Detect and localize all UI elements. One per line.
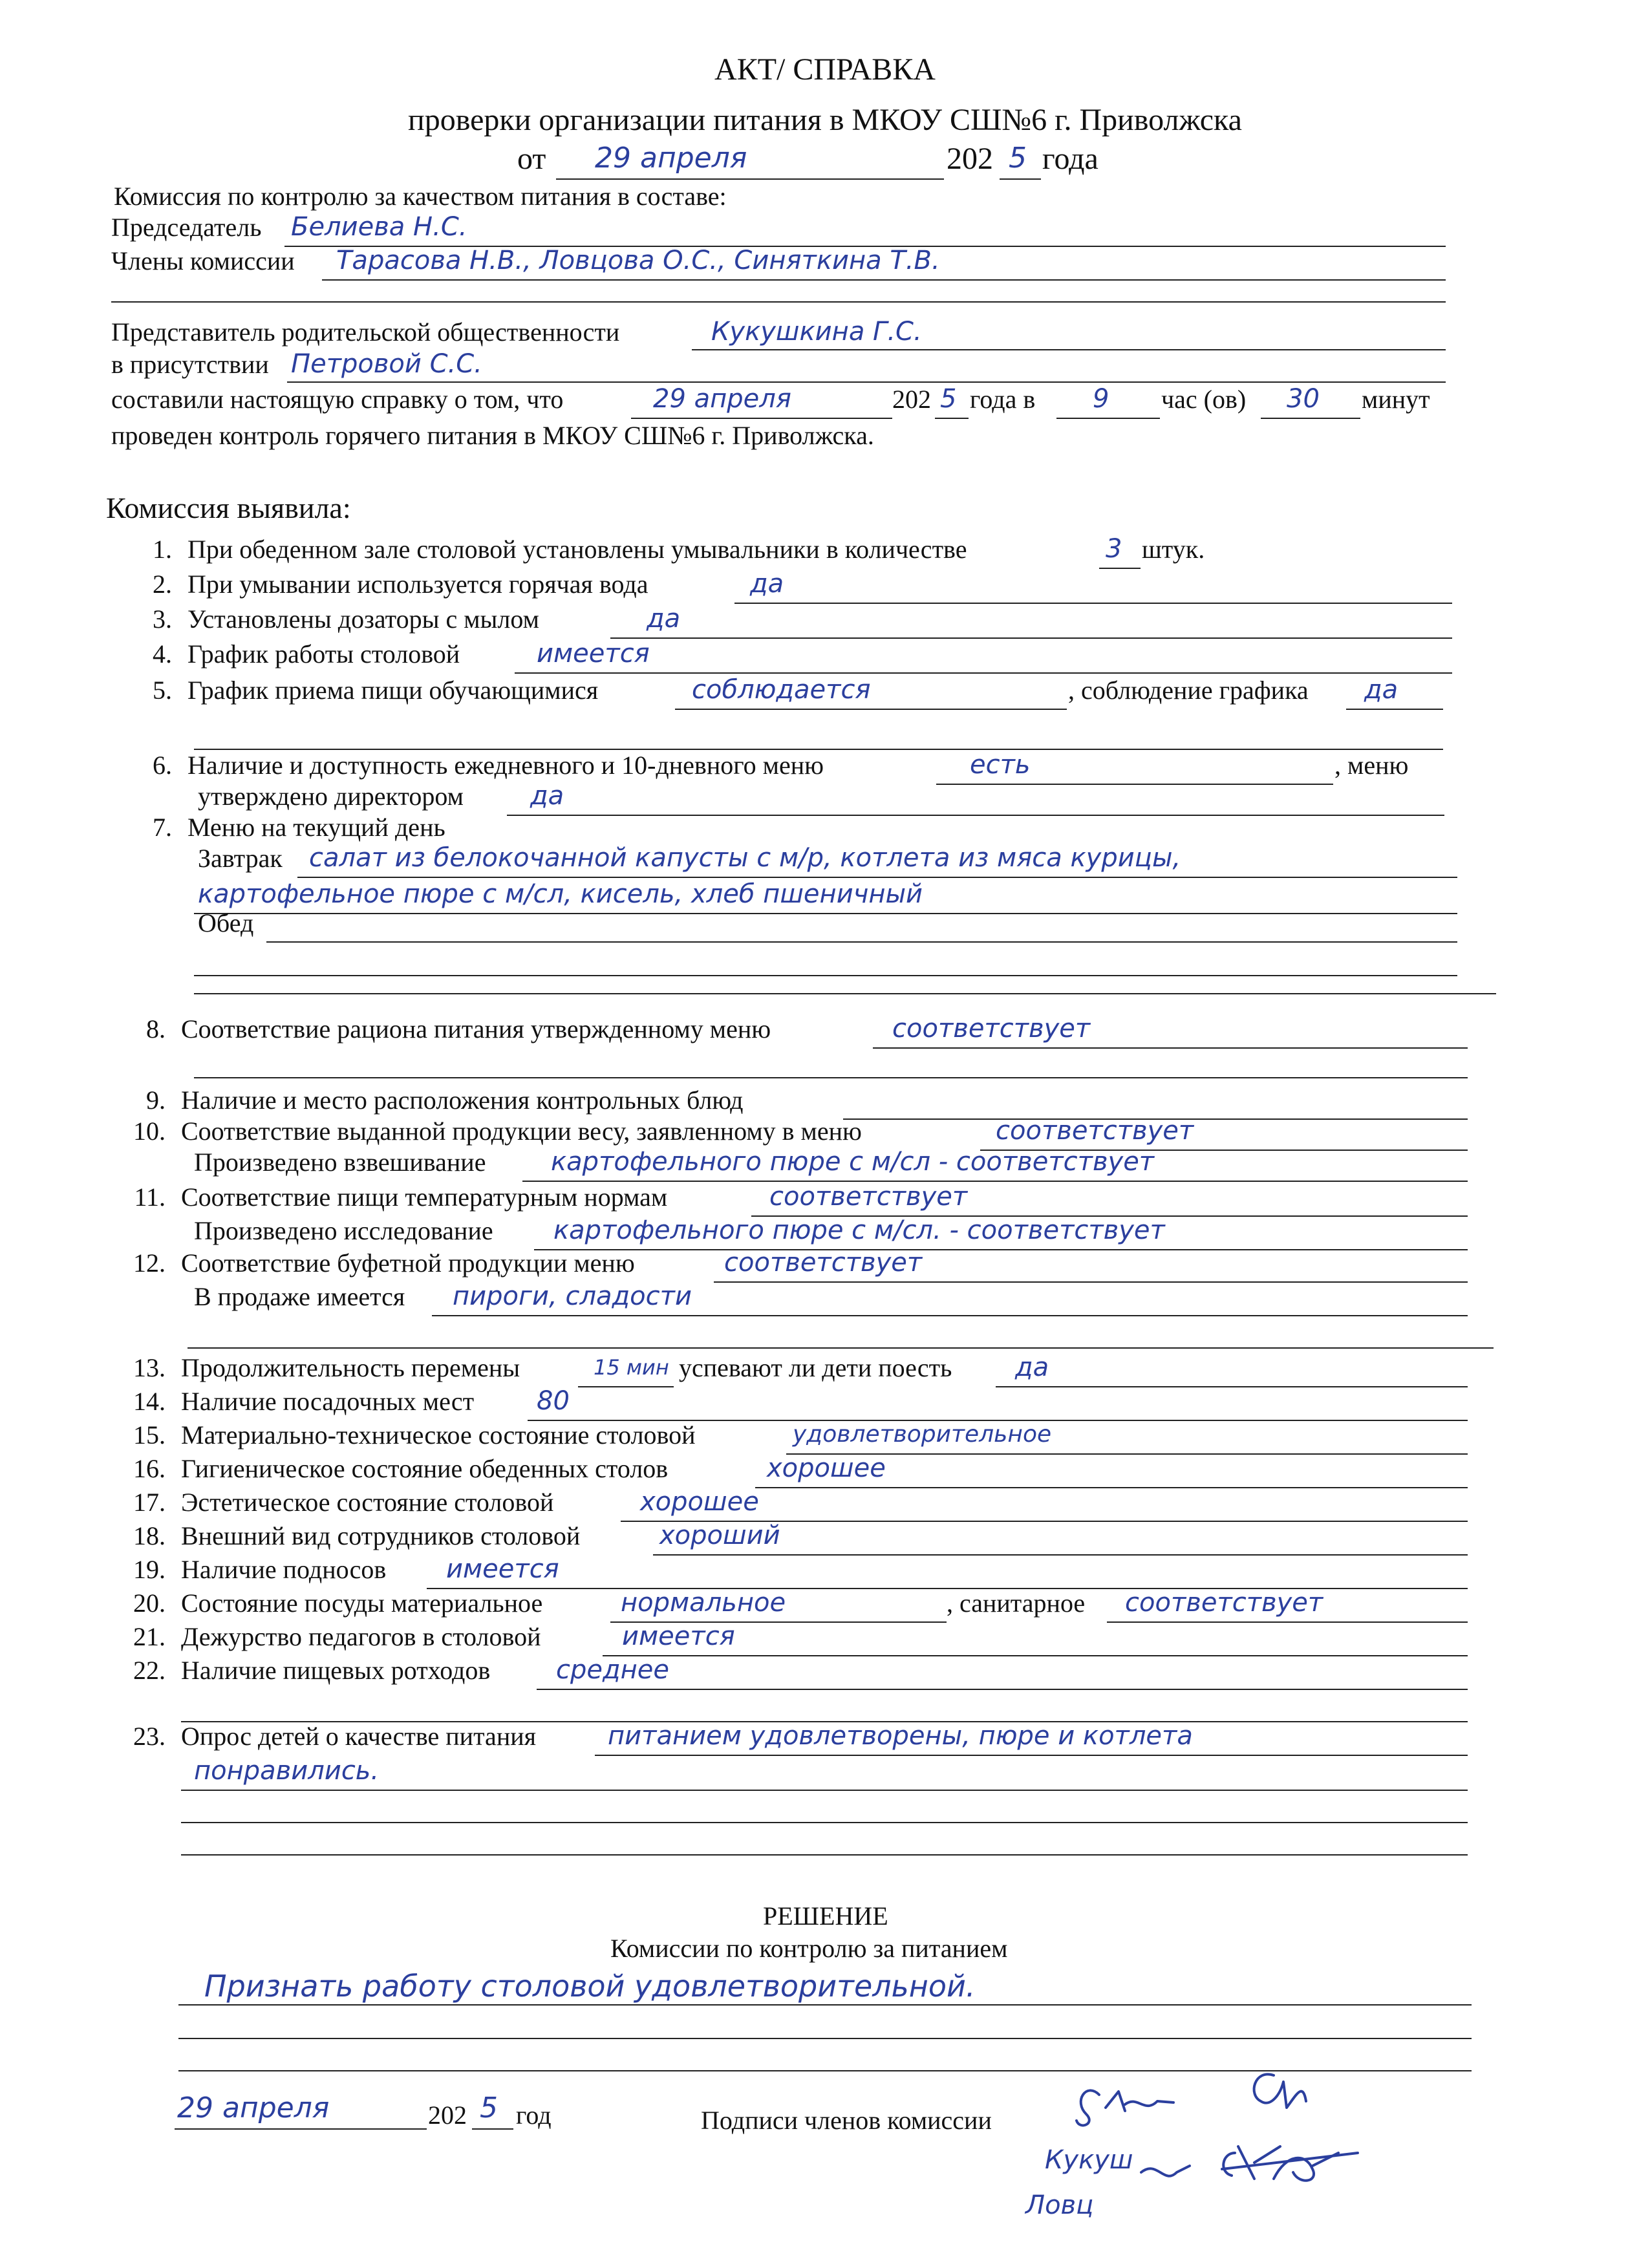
- item-20-label-2: , санитарное: [947, 1589, 1086, 1618]
- item-6-line-2-value: да: [530, 781, 564, 811]
- item-16-value: хорошее: [767, 1453, 886, 1483]
- item-17-value: хорошее: [640, 1487, 759, 1517]
- item-13-underline-2: [996, 1386, 1468, 1387]
- signature-1: [1077, 2090, 1099, 2125]
- item-15: 15. Материально-техническое состояние столовой: [133, 1420, 696, 1450]
- breakfast-value-line-1: салат из белокочанной капусты с м/р, котлета из мяса курицы,: [309, 843, 1181, 873]
- item-20-value-2: соответствует: [1125, 1588, 1323, 1618]
- footer-year-prefix: 202: [428, 2101, 467, 2130]
- minute-suffix: минут: [1362, 385, 1430, 414]
- item-5-value-2: да: [1364, 675, 1398, 705]
- item-23-underline: [595, 1755, 1468, 1756]
- item-13-label-2: успевают ли дети поесть: [679, 1353, 952, 1382]
- hour-underline: [1056, 418, 1160, 419]
- item-14: 14. Наличие посадочных мест: [133, 1387, 475, 1416]
- item-11: 11. Соответствие пищи температурным нормам: [134, 1182, 668, 1212]
- item-11-line-2-value: картофельного пюре с м/сл. - соответствует: [553, 1215, 1165, 1245]
- item-13-underline: [578, 1386, 674, 1387]
- item-12-line-2-label: В продаже имеется: [194, 1282, 405, 1311]
- item-10-line-2-label: Произведено взвешивание: [194, 1148, 486, 1177]
- year-suffix: года: [1042, 142, 1098, 176]
- blank-line: [194, 1077, 1468, 1078]
- item-19: 19. Наличие подносов: [133, 1555, 387, 1584]
- footer-date-value: 29 апреля: [177, 2091, 330, 2124]
- year-prefix: 202: [947, 142, 993, 176]
- footer-date-underline: [175, 2128, 427, 2130]
- item-2: 2. При умывании используется горячая вода: [153, 570, 648, 599]
- item-1: 1. При обеденном зале столовой установлены умывальники в количестве: [153, 535, 967, 564]
- chair-value: Белиева Н.С.: [291, 212, 467, 242]
- footer-year-underline: [472, 2128, 513, 2130]
- item-23-value-line-2: понравились.: [194, 1756, 380, 1786]
- breakfast-underline-2: [194, 913, 1457, 914]
- item-19-value: имеется: [446, 1554, 559, 1584]
- item-3-underline: [610, 637, 1452, 639]
- item-10: 10. Соответствие выданной продукции весу, заявленному в меню: [133, 1117, 862, 1146]
- item-11-line-2-label: Произведено исследование: [194, 1216, 493, 1245]
- item-21: 21. Дежурство педагогов в столовой: [133, 1622, 541, 1651]
- item-18: 18. Внешний вид сотрудников столовой: [133, 1521, 581, 1550]
- item-20-underline-2: [1107, 1621, 1468, 1623]
- signature-squiggle: [1138, 2146, 1228, 2205]
- item-13-value: 15 мин: [594, 1355, 669, 1380]
- statement-text: составили настоящую справку о том, что: [111, 385, 564, 414]
- parent-value: Кукушкина Г.С.: [711, 317, 922, 347]
- hour-value: 9: [1093, 384, 1109, 414]
- blank-line: [194, 975, 1457, 976]
- item-12-underline: [714, 1281, 1468, 1283]
- item-10-line-2-value: картофельного пюре с м/сл - соответствует: [551, 1147, 1155, 1177]
- item-22-underline: [537, 1689, 1468, 1690]
- item-6: 6. Наличие и доступность ежедневного и 10-дневного меню: [153, 751, 824, 780]
- item-2-underline: [734, 603, 1452, 604]
- item-4: 4. График работы столовой: [153, 639, 460, 669]
- decision-subtitle: Комиссии по контролю за питанием: [610, 1934, 1008, 1963]
- signature-2: [1254, 2074, 1306, 2108]
- date-underline: [556, 178, 944, 180]
- item-10-value: соответствует: [996, 1116, 1194, 1146]
- item-11-line-2-underline: [534, 1249, 1468, 1250]
- item-23-value: питанием удовлетворены, пюре и котлета: [608, 1721, 1193, 1751]
- lunch-label: Обед: [198, 908, 254, 937]
- presence-label: в присутствии: [111, 350, 269, 379]
- item-6-value: есть: [970, 750, 1031, 780]
- lunch-underline: [266, 941, 1457, 943]
- item-22: 22. Наличие пищевых ротходов: [133, 1656, 491, 1685]
- members-underline: [322, 279, 1446, 281]
- item-8-value: соответствует: [892, 1014, 1091, 1043]
- item-4-value: имеется: [537, 639, 650, 669]
- item-8-underline: [873, 1047, 1468, 1049]
- item-9: 9. Наличие и место расположения контрольных блюд: [146, 1086, 744, 1115]
- item-15-value: удовлетворительное: [793, 1421, 1052, 1448]
- breakfast-underline: [297, 877, 1457, 878]
- chair-label: Председатель: [111, 213, 262, 242]
- item-16: 16. Гигиеническое состояние обеденных столов: [133, 1454, 669, 1483]
- statement-year-suffix: года в: [970, 385, 1036, 414]
- item-6-line-2-underline: [507, 815, 1444, 816]
- signature-3: [1223, 2146, 1338, 2181]
- date-prefix: от: [517, 142, 546, 176]
- item-18-value: хороший: [659, 1521, 780, 1550]
- members-label: Члены комиссии: [111, 246, 295, 275]
- item-20-value: нормальное: [621, 1588, 786, 1618]
- item-12-line-2-value: пироги, сладости: [453, 1281, 692, 1311]
- item-12: 12. Соответствие буфетной продукции меню: [133, 1248, 635, 1278]
- item-7: 7. Меню на текущий день: [153, 813, 445, 842]
- item-1-value: 3: [1106, 534, 1122, 564]
- item-13: 13. Продолжительность перемены: [133, 1353, 520, 1382]
- item-14-value: 80: [537, 1386, 570, 1416]
- item-18-underline: [653, 1554, 1468, 1556]
- item-11-value: соответствует: [769, 1182, 968, 1212]
- item-5-value: соблюдается: [692, 675, 871, 705]
- item-4-underline: [515, 672, 1452, 674]
- presence-value: Петровой С.С.: [291, 349, 482, 379]
- item-13-value-2: да: [1015, 1353, 1049, 1382]
- findings-title: Комиссия выявила:: [106, 491, 351, 524]
- item-6-line-2-label: утверждено директором: [198, 782, 464, 811]
- breakfast-value-line-2: картофельное пюре с м/сл, кисель, хлеб пшеничный: [198, 879, 923, 909]
- item-23: 23. Опрос детей о качестве питания: [133, 1722, 537, 1751]
- statement-date: 29 апреля: [653, 384, 791, 414]
- item-3: 3. Установлены дозаторы с мылом: [153, 604, 539, 634]
- signatures-label: Подписи членов комиссии: [701, 2106, 992, 2135]
- year-underline: [1000, 178, 1041, 180]
- members-value: Тарасова Н.В., Ловцова О.С., Синяткина Т.В.: [336, 246, 940, 275]
- document-subtitle: проверки организации питания в МКОУ СШ№6 г. Приволжска: [408, 103, 1242, 137]
- item-22-value: среднее: [556, 1655, 670, 1685]
- item-21-value: имеется: [622, 1621, 735, 1651]
- minute-value: 30: [1287, 384, 1320, 414]
- blank-line: [111, 301, 1446, 303]
- item-6-label-2: , меню: [1334, 751, 1409, 780]
- item-2-value: да: [750, 569, 784, 599]
- item-21-underline: [603, 1655, 1468, 1656]
- statement-year-prefix: 202: [892, 385, 931, 414]
- item-1-underline: [1099, 568, 1141, 569]
- statement-year-value: 5: [940, 384, 957, 414]
- signature-name-1: Кукуш: [1045, 2145, 1133, 2175]
- statement-text-2: проведен контроль горячего питания в МКОУ СШ№6 г. Приволжска.: [111, 421, 874, 450]
- item-12-line-2-underline: [432, 1315, 1468, 1316]
- item-5-label-2: , соблюдение графика: [1068, 676, 1309, 705]
- parent-underline: [692, 349, 1446, 350]
- signature-name-2: Ловц: [1025, 2190, 1094, 2220]
- blank-line: [181, 1854, 1468, 1856]
- decision-text: Признать работу столовой удовлетворительной.: [204, 1969, 976, 2004]
- decision-title: РЕШЕНИЕ: [763, 1901, 888, 1931]
- item-12-value: соответствует: [724, 1248, 923, 1278]
- hour-suffix: час (ов): [1161, 385, 1247, 414]
- item-5-underline: [675, 709, 1067, 710]
- signature-1-tail: [1106, 2091, 1173, 2111]
- minute-underline: [1261, 418, 1360, 419]
- item-3-value: да: [647, 604, 681, 634]
- item-23-underline-2: [181, 1790, 1468, 1791]
- item-6-underline: [936, 784, 1333, 785]
- year-value: 5: [1009, 142, 1027, 175]
- blank-line: [181, 1822, 1468, 1823]
- blank-line: [188, 1347, 1494, 1349]
- breakfast-label: Завтрак: [198, 844, 283, 873]
- statement-date-underline: [631, 418, 892, 419]
- parent-label: Представитель родительской общественности: [111, 317, 620, 347]
- presence-underline: [287, 381, 1446, 383]
- item-17: 17. Эстетическое состояние столовой: [133, 1488, 554, 1517]
- blank-line: [178, 2038, 1472, 2039]
- item-5-underline-2: [1346, 709, 1443, 710]
- item-8: 8. Соответствие рациона питания утвержденному меню: [146, 1014, 771, 1043]
- item-20: 20. Состояние посуды материальное: [133, 1589, 543, 1618]
- item-5: 5. График приема пищи обучающимися: [153, 676, 599, 705]
- item-1-suffix: штук.: [1142, 535, 1205, 564]
- footer-year-value: 5: [480, 2091, 498, 2124]
- item-16-underline: [755, 1487, 1468, 1488]
- decision-underline: [178, 2004, 1472, 2006]
- blank-line: [194, 993, 1496, 994]
- statement-year-underline: [935, 418, 969, 419]
- date-value: 29 апреля: [595, 142, 747, 175]
- commission-intro: Комиссия по контролю за качеством питания в составе:: [114, 182, 727, 211]
- document-title: АКТ/ СПРАВКА: [714, 52, 936, 87]
- footer-year-suffix: год: [516, 2101, 552, 2130]
- item-15-underline: [786, 1453, 1468, 1455]
